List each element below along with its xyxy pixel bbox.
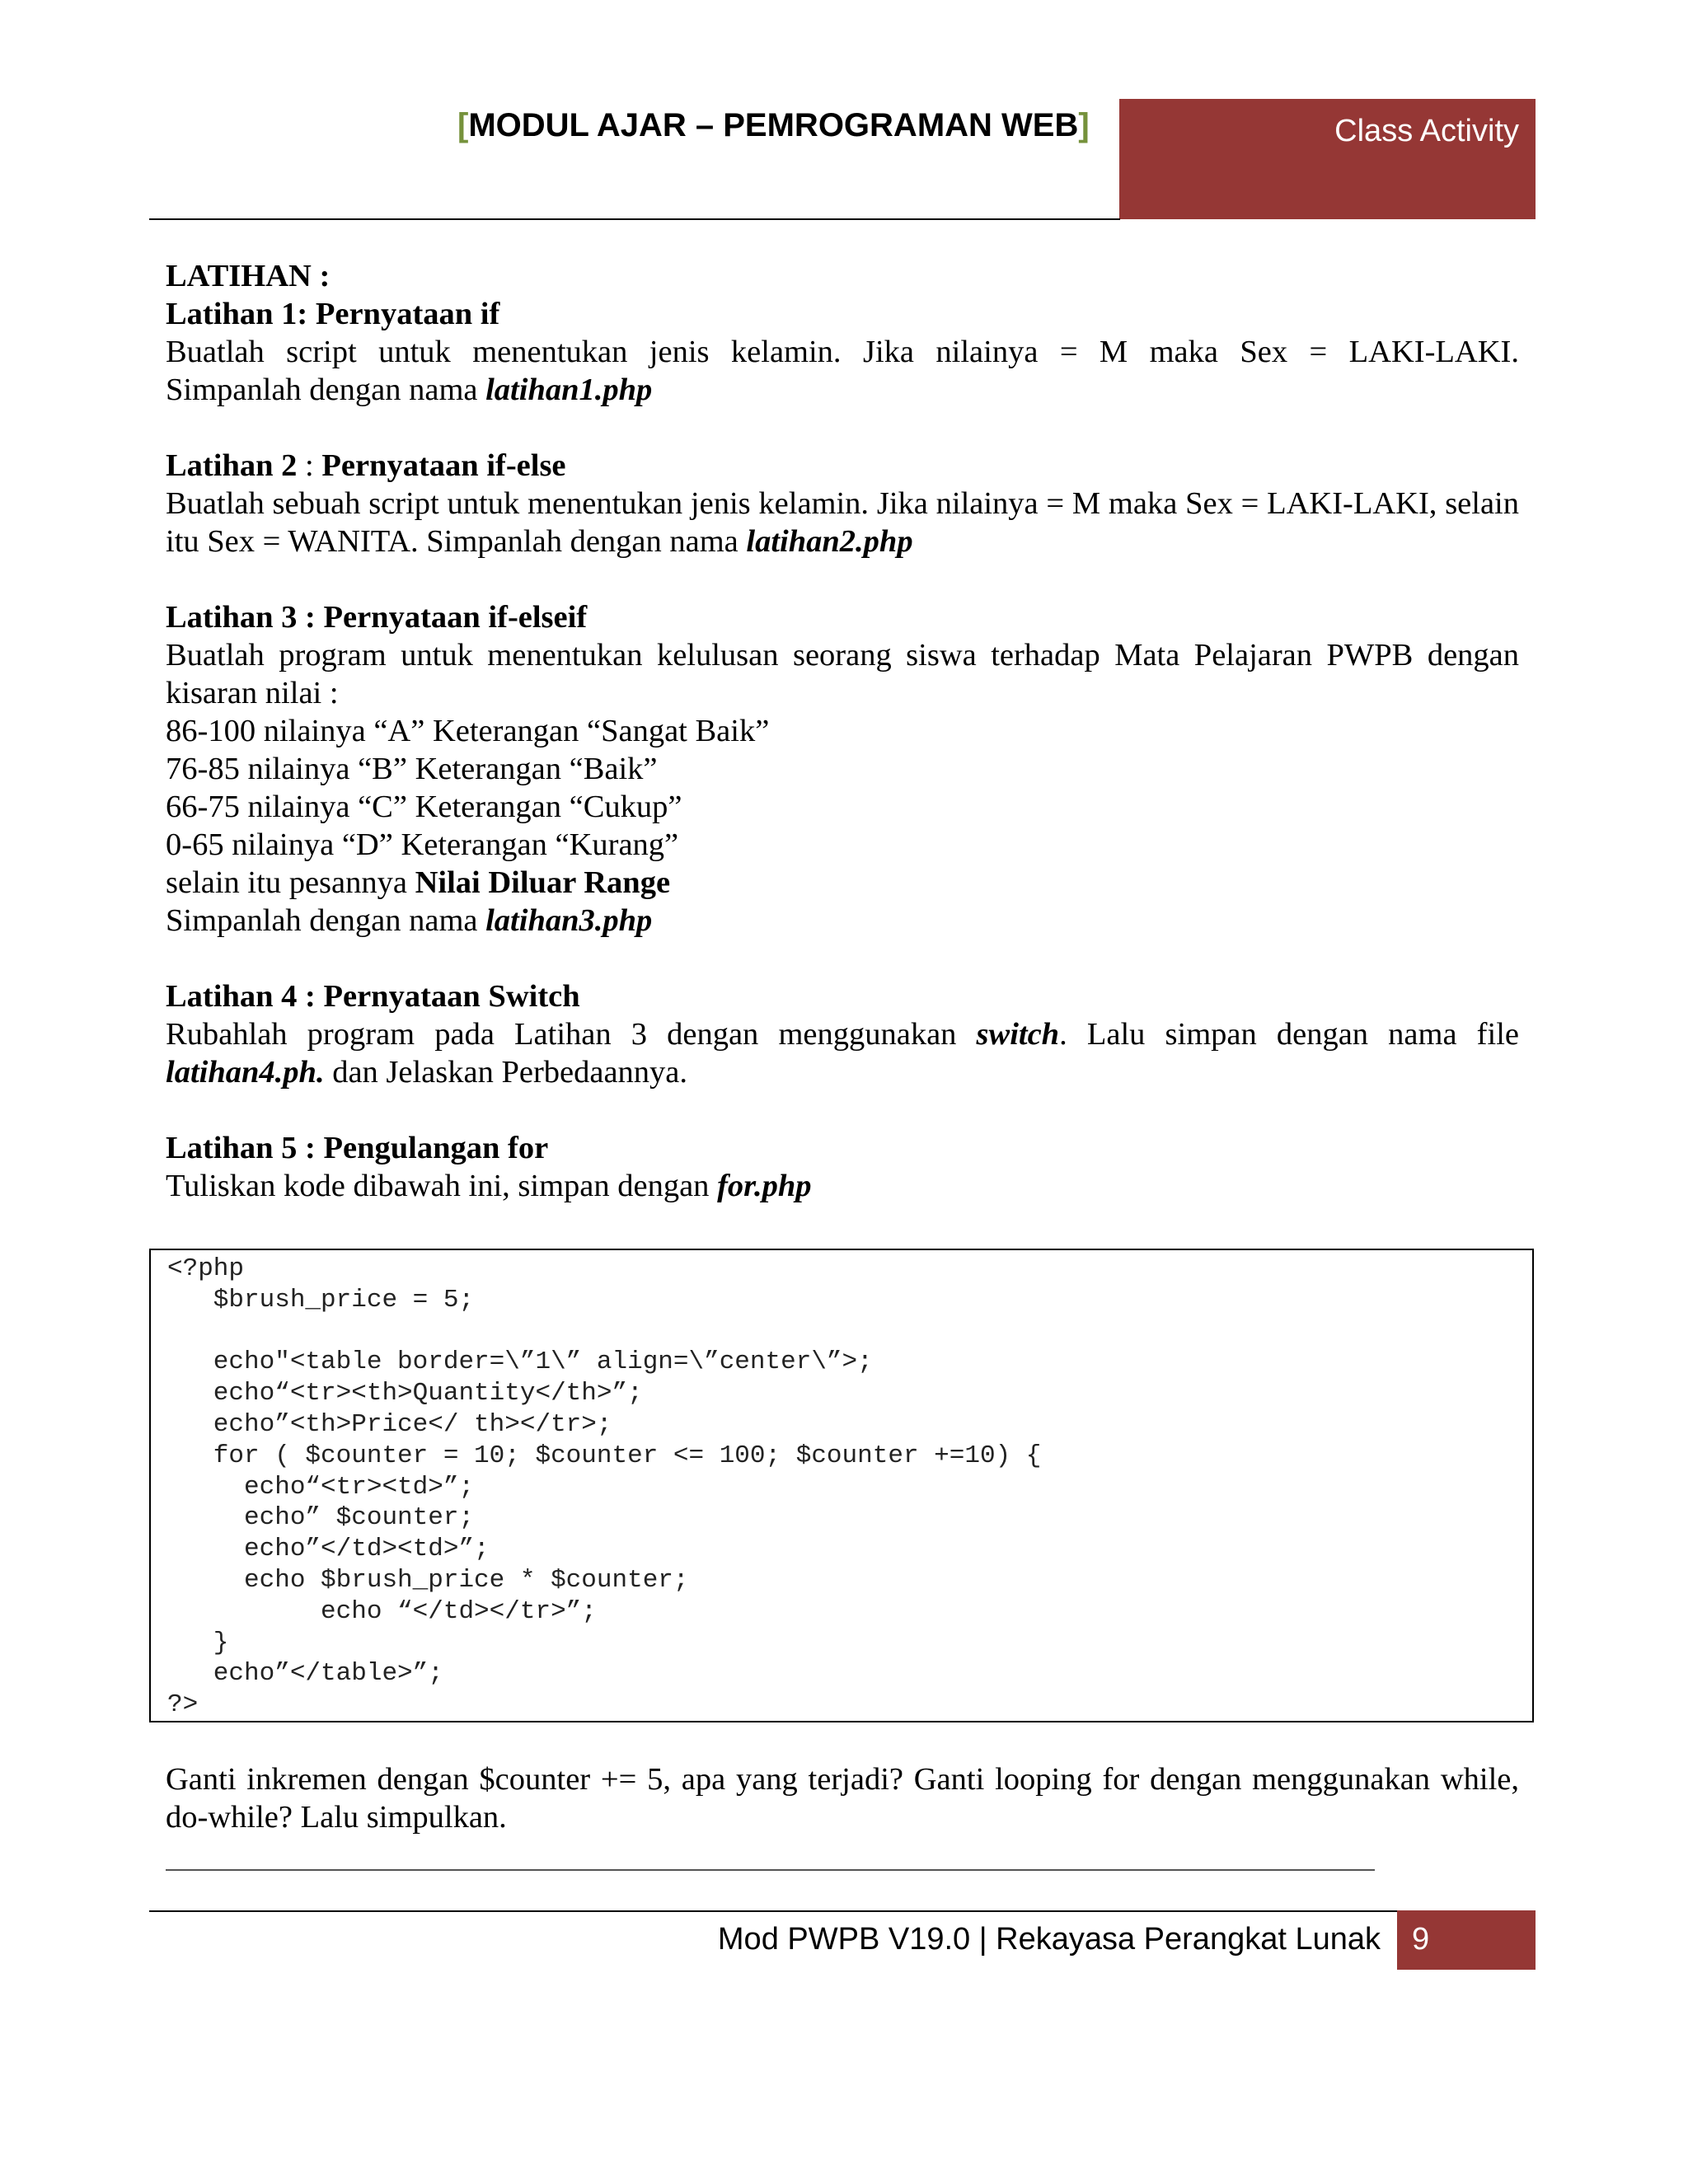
latihan4-keyword: switch <box>976 1017 1060 1052</box>
latihan2-heading: Latihan 2 : Pernyataan if-else <box>166 448 566 483</box>
latihan1-heading: Latihan 1: Pernyataan if <box>166 297 500 331</box>
latihan3-range-b: 76-85 nilainya “B” Keterangan “Baik” <box>166 752 658 786</box>
latihan1-text-line1: Buatlah script untuk menentukan jenis kelamin. Jika nilainya = M maka Sex = LAKI-LAKI. <box>166 335 1519 369</box>
code-listing: <?php $brush_price = 5; echo"<table border=\”1\” align=\”center\”>; echo“<tr><th>Quantity</th>”; echo”<th>Price</ th></tr>; for ( $counter = 10; $counter <= 100; $counter +=10) { echo“<tr><td>”; echo” $counter; echo”</td><td>”; echo $brush_price * $counter; echo “</td></tr>”; } echo”</table>”; ?> <box>167 1254 1042 1720</box>
latihan5-text: Tuliskan kode dibawah ini, simpan dengan for.php <box>166 1169 812 1203</box>
latihan3-range-c: 66-75 nilainya “C” Keterangan “Cukup” <box>166 790 682 824</box>
footer-page-box <box>1397 1910 1536 1970</box>
latihan5-filename: for.php <box>717 1169 812 1203</box>
latihan3-range-d: 0-65 nilainya “D” Keterangan “Kurang” <box>166 827 679 862</box>
footer-divider <box>149 1910 1398 1912</box>
latihan4-filename: latihan4.ph. <box>166 1055 325 1090</box>
answer-line <box>166 1869 1375 1871</box>
latihan2-filename: latihan2.php <box>746 524 913 559</box>
latihan3-range-a: 86-100 nilainya “A” Keterangan “Sangat Baik” <box>166 714 770 748</box>
latihan4-heading: Latihan 4 : Pernyataan Switch <box>166 979 580 1014</box>
after-code-text: Ganti inkremen dengan $counter += 5, apa yang terjadi? Ganti looping for dengan menggunakan while, do-while? Lalu simpulkan. <box>166 1762 1519 1835</box>
main-content <box>166 257 1519 1205</box>
latihan5-heading: Latihan 5 : Pengulangan for <box>166 1131 549 1165</box>
after-code-section <box>166 1760 1519 1836</box>
header-divider <box>149 218 1120 220</box>
latihan3-filename: latihan3.php <box>485 903 653 938</box>
header-bracket-open: [ <box>457 107 469 143</box>
page-number: 9 <box>1412 1922 1430 1957</box>
latihan2-text: Buatlah sebuah script untuk menentukan jenis kelamin. Jika nilainya = M maka Sex = LAKI-LAKI, selain itu Sex = WANITA. Simpanlah dengan nama latihan2.php <box>166 486 1519 559</box>
latihan1-text-line2: Simpanlah dengan nama latihan1.php <box>166 373 653 407</box>
latihan4-text: Rubahlah program pada Latihan 3 dengan menggunakan switch. Lalu simpan dengan nama file latihan4.ph. dan Jelaskan Perbedaannya. <box>166 1017 1519 1090</box>
header-section-label: Class Activity <box>1334 114 1519 148</box>
header-title-text: MODUL AJAR – PEMROGRAMAN WEB <box>468 107 1079 143</box>
latihan3-save: Simpanlah dengan nama latihan3.php <box>166 903 653 938</box>
latihan-heading: LATIHAN : <box>166 259 331 293</box>
header-bracket-close: ] <box>1078 107 1090 143</box>
header-section-box <box>1119 99 1536 219</box>
latihan1-filename: latihan1.php <box>485 373 653 407</box>
latihan3-intro: Buatlah program untuk menentukan kelulusan seorang siswa terhadap Mata Pelajaran PWPB dengan kisaran nilai : <box>166 638 1519 710</box>
code-block <box>149 1249 1534 1722</box>
footer-text: Mod PWPB V19.0 | Rekayasa Perangkat Lunak <box>717 1922 1381 1957</box>
latihan3-heading: Latihan 3 : Pernyataan if-elseif <box>166 600 588 635</box>
latihan3-else: selain itu pesannya Nilai Diluar Range <box>166 865 671 900</box>
header-title <box>457 107 1109 144</box>
